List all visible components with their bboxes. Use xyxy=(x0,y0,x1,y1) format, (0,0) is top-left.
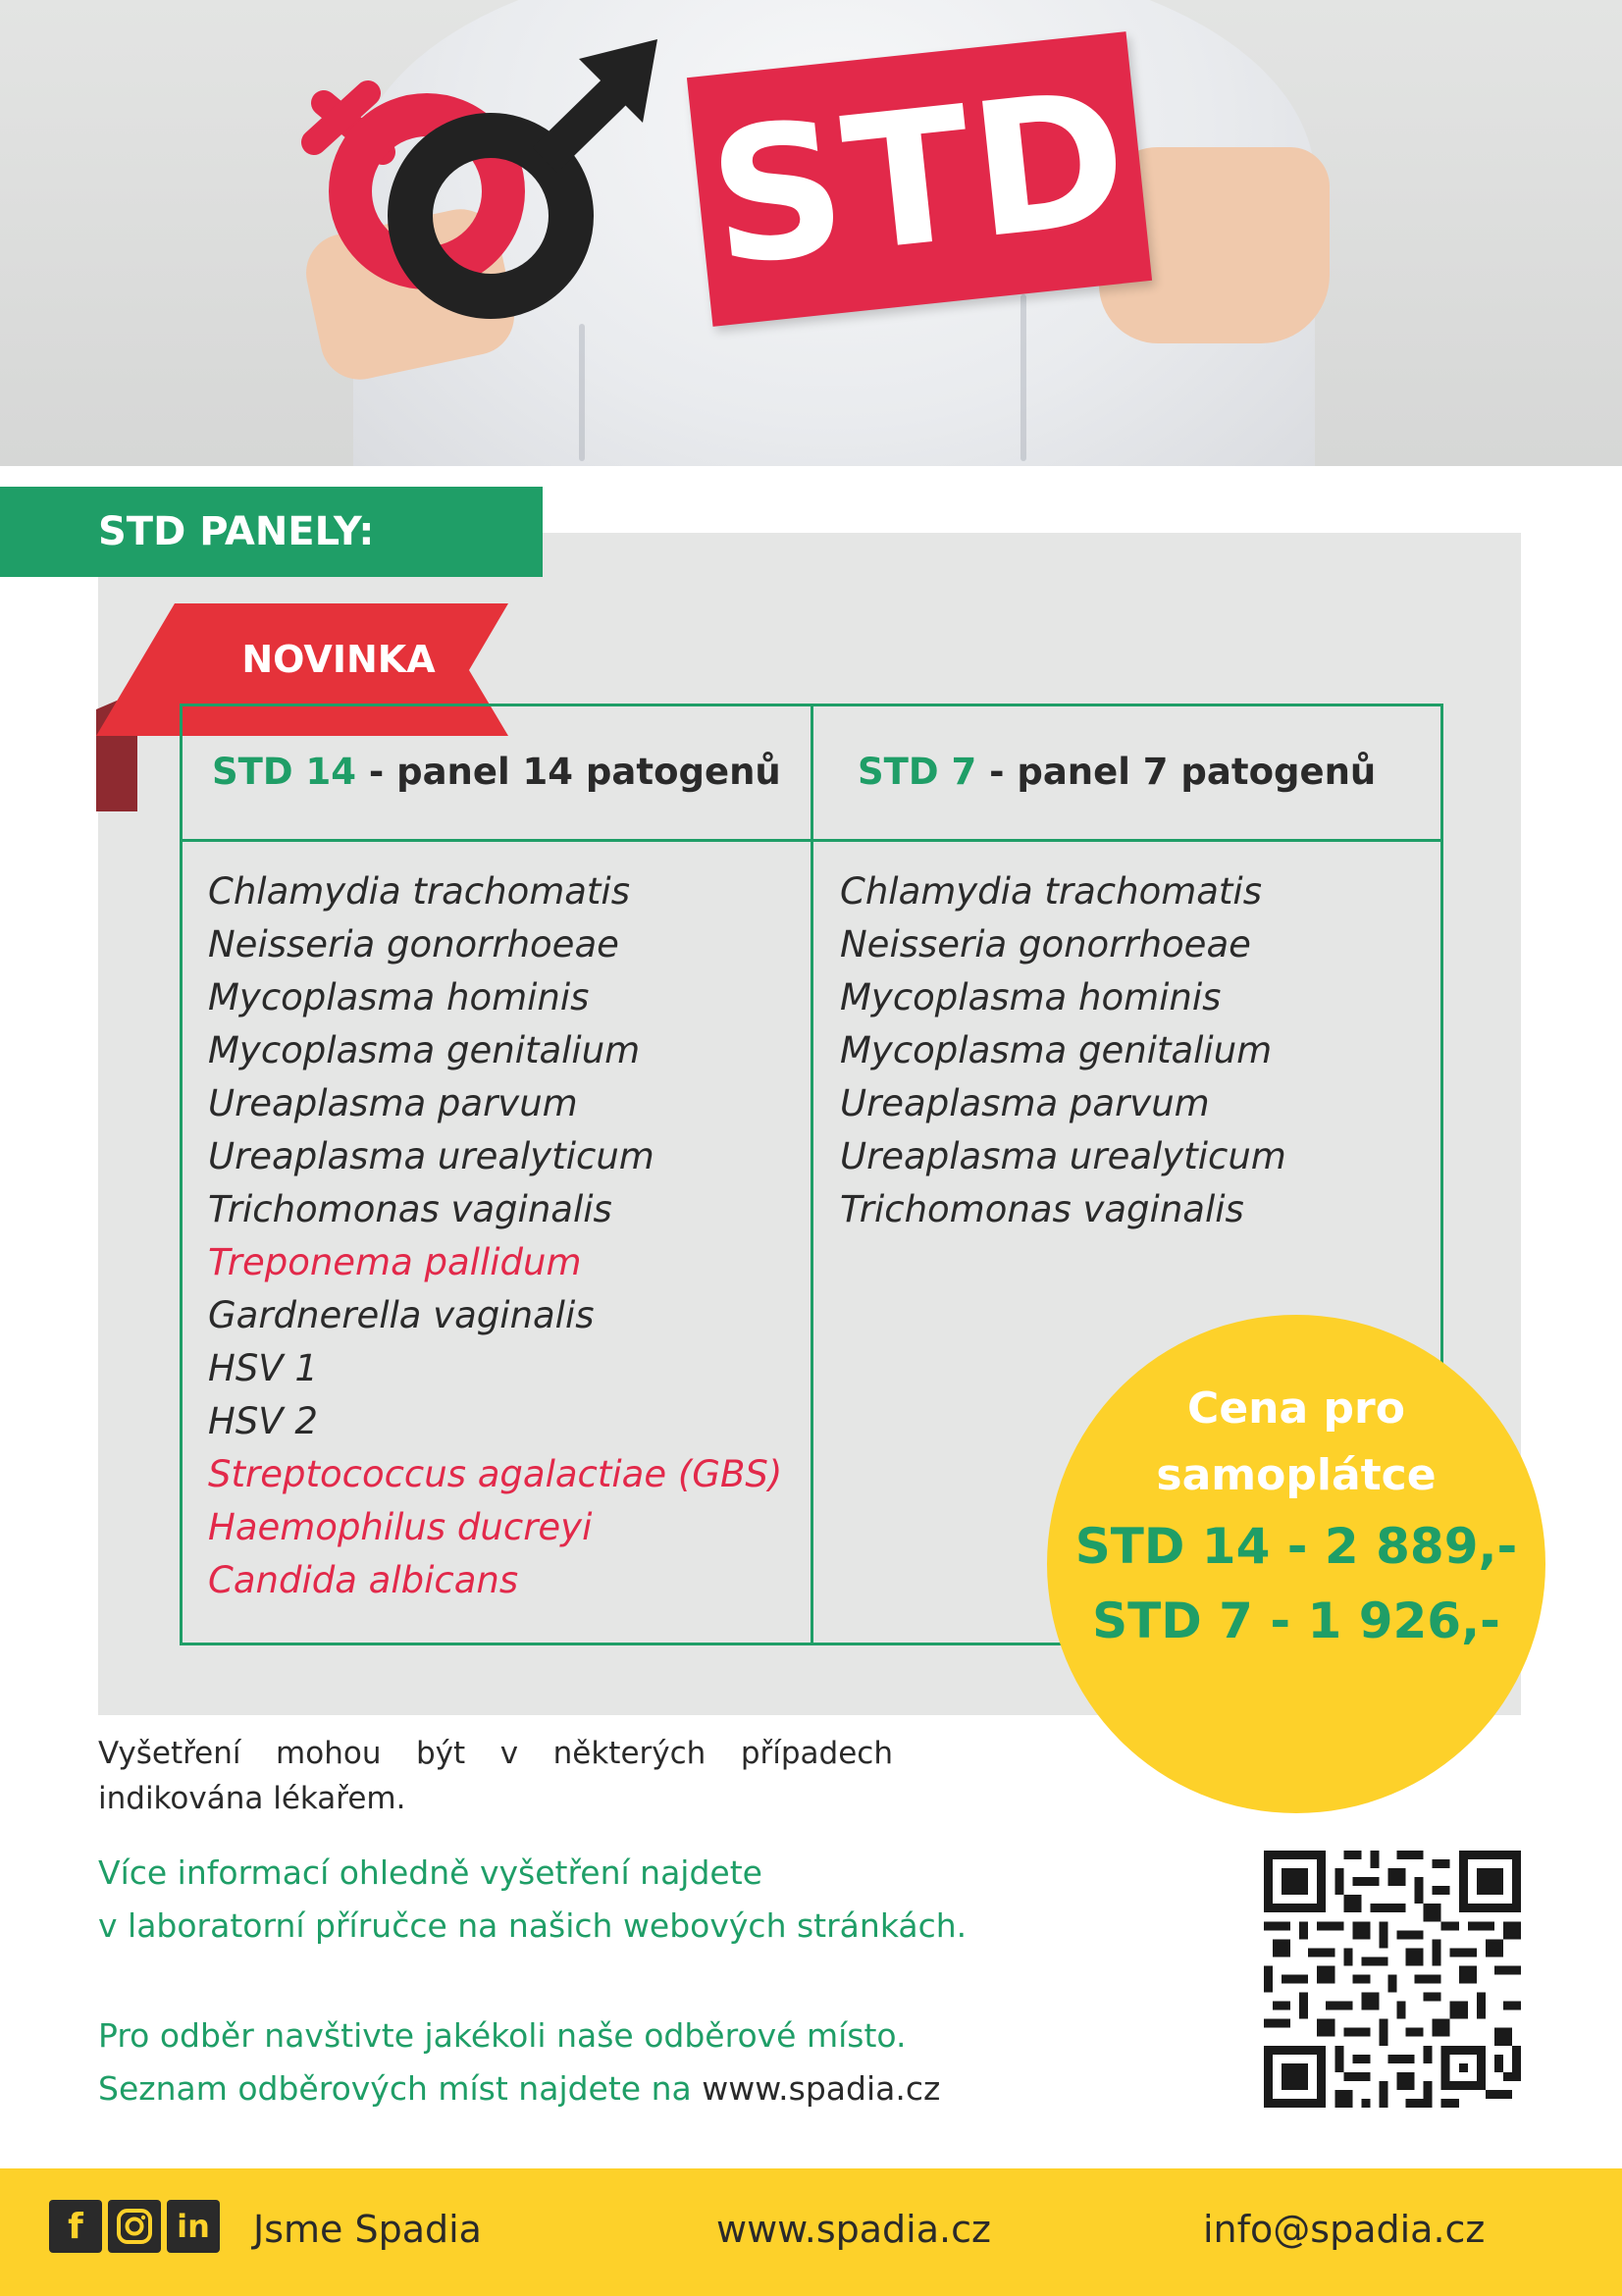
coat-fold xyxy=(1020,294,1026,461)
std7-title: - panel 7 patogenů xyxy=(976,751,1377,793)
info-line: Seznam odběrových míst najdete na www.spadia.cz xyxy=(98,2069,941,2108)
more-info-text xyxy=(98,1847,967,1953)
collection-info-text xyxy=(98,2009,940,2115)
section-title: STD PANELY: xyxy=(0,487,543,577)
std-sign-text: STD xyxy=(700,49,1139,308)
std7-header xyxy=(858,751,1376,793)
footer xyxy=(0,2168,1622,2296)
gender-symbol-icon xyxy=(294,34,677,339)
std-sign xyxy=(687,31,1152,327)
qr-code[interactable] xyxy=(1264,1851,1521,2108)
indication-note: Vyšetření mohou být v některých případech indikována lékařem. xyxy=(98,1736,893,1816)
std14-header xyxy=(212,751,781,793)
pathogen-item: Streptococcus agalactiae (GBS) xyxy=(208,1453,783,1495)
price-badge xyxy=(1047,1315,1545,1813)
std14-pathogen-list xyxy=(208,865,782,1607)
coat-fold xyxy=(579,324,585,461)
pathogen-item: Gardnerella vaginalis xyxy=(208,1294,595,1336)
pathogen-item: Ureaplasma urealyticum xyxy=(208,1135,654,1177)
price-std14: STD 14 - 2 889,- xyxy=(1074,1518,1518,1575)
footer-email[interactable]: info@spadia.cz xyxy=(1203,2208,1486,2251)
pathogen-item: Mycoplasma genitalium xyxy=(208,1029,641,1071)
linkedin-icon[interactable]: in xyxy=(167,2200,220,2253)
pathogen-item: Chlamydia trachomatis xyxy=(840,870,1262,913)
std7-pathogen-list xyxy=(840,865,1286,1236)
pathogen-item: Ureaplasma urealyticum xyxy=(840,1135,1286,1177)
pathogen-item: Mycoplasma hominis xyxy=(208,976,590,1018)
pathogen-item: Haemophilus ducreyi xyxy=(208,1506,593,1548)
pathogen-item: HSV 2 xyxy=(208,1400,318,1442)
std14-code: STD 14 xyxy=(212,751,356,793)
pathogen-item: Ureaplasma parvum xyxy=(208,1082,578,1124)
header-divider xyxy=(183,839,1440,842)
social-links xyxy=(49,2200,220,2253)
instagram-icon[interactable] xyxy=(108,2200,161,2253)
pathogen-item: HSV 1 xyxy=(208,1347,318,1389)
hero-photo xyxy=(0,0,1622,466)
info-line: Pro odběr navštivte jakékoli naše odběrové místo. xyxy=(98,2016,907,2055)
info-line: Více informací ohledně vyšetření najdete xyxy=(98,1853,762,1892)
std14-title: - panel 14 patogenů xyxy=(355,751,781,793)
pathogen-item: Mycoplasma hominis xyxy=(840,976,1222,1018)
pathogen-item: Treponema pallidum xyxy=(208,1241,582,1283)
website-link[interactable]: www.spadia.cz xyxy=(702,2069,941,2108)
pathogen-item: Candida albicans xyxy=(208,1559,519,1601)
price-title-line1: Cena pro xyxy=(1187,1383,1405,1434)
price-std7: STD 7 - 1 926,- xyxy=(1092,1592,1500,1649)
column-divider xyxy=(811,706,813,1643)
price-title-line2: samoplátce xyxy=(1156,1450,1437,1500)
footer-brand: Jsme Spadia xyxy=(253,2208,482,2251)
pathogen-item: Trichomonas vaginalis xyxy=(840,1188,1244,1230)
pathogen-item: Neisseria gonorrhoeae xyxy=(840,923,1251,965)
footer-website[interactable]: www.spadia.cz xyxy=(716,2208,991,2251)
pathogen-item: Mycoplasma genitalium xyxy=(840,1029,1273,1071)
pathogen-item: Ureaplasma parvum xyxy=(840,1082,1210,1124)
pathogen-item: Chlamydia trachomatis xyxy=(208,870,630,913)
ribbon-label: NOVINKA xyxy=(241,638,436,681)
pathogen-item: Neisseria gonorrhoeae xyxy=(208,923,619,965)
pathogen-item: Trichomonas vaginalis xyxy=(208,1188,612,1230)
facebook-icon[interactable]: f xyxy=(49,2200,102,2253)
std7-code: STD 7 xyxy=(858,751,977,793)
info-line: v laboratorní příručce na našich webových stránkách. xyxy=(98,1906,968,1945)
